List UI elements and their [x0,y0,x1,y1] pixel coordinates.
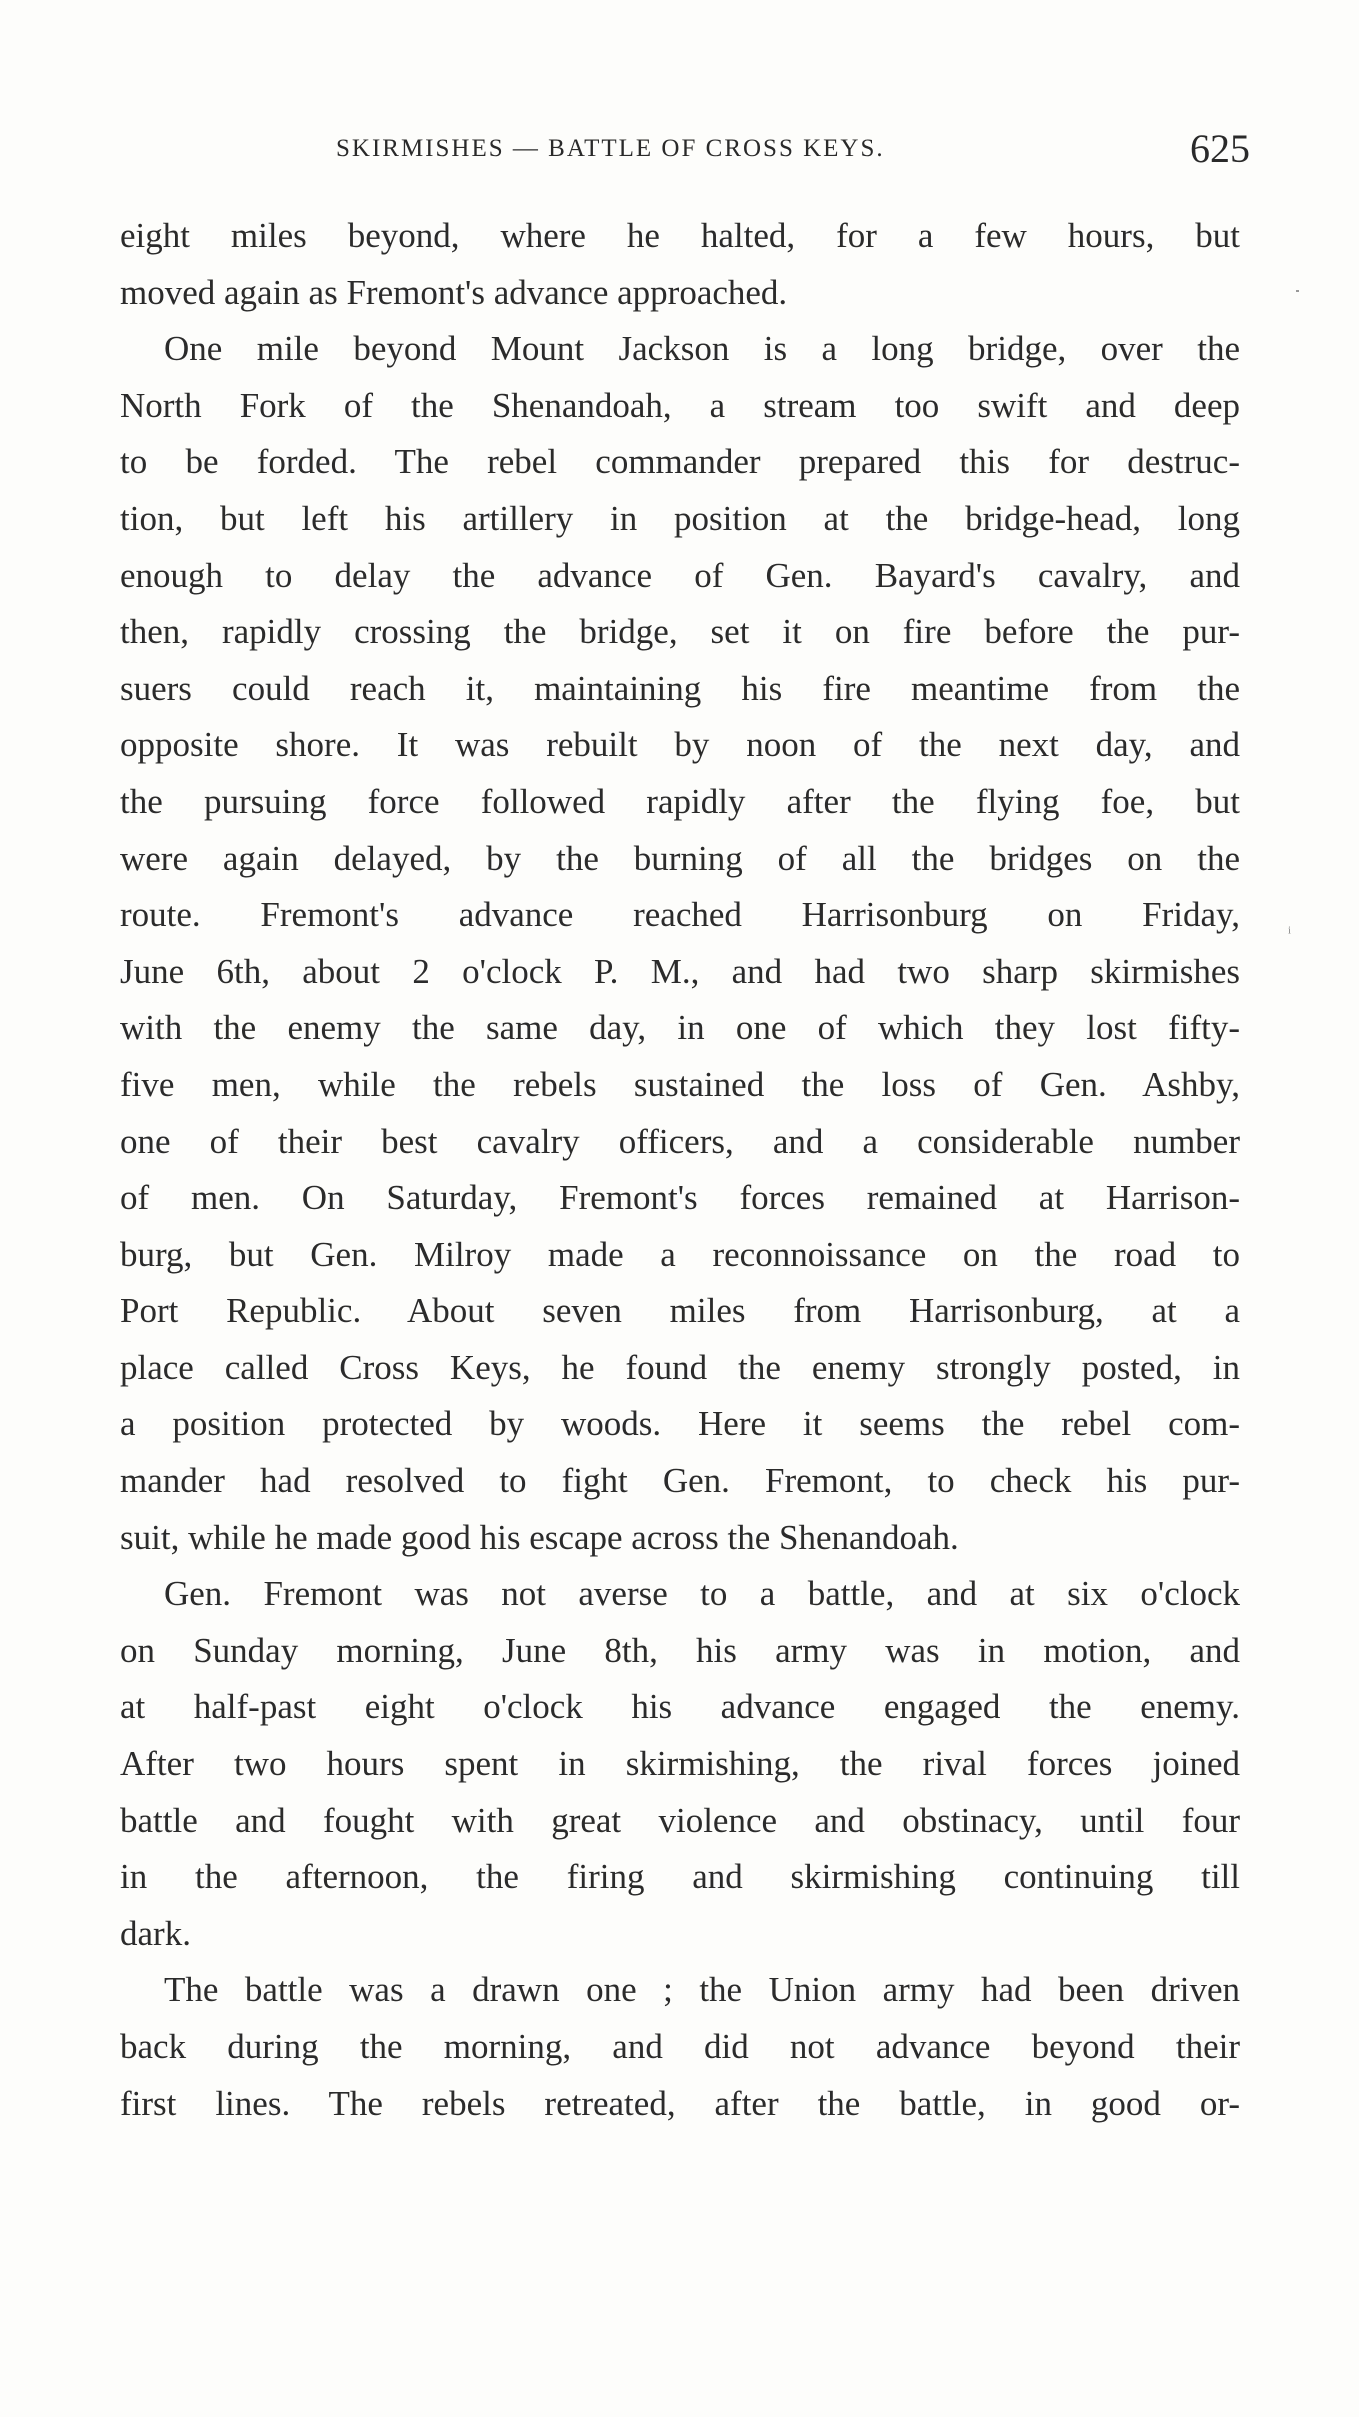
text-line: dark. [120,1913,191,1953]
text-line: a position protected by woods. Here it seems the rebel com- [120,1404,1240,1444]
running-title: SKIRMISHES — BATTLE OF CROSS KEYS. [336,135,885,162]
paragraph-1 [120,208,1240,321]
text-line: One mile beyond Mount Jackson is a long bridge, over the [164,329,1240,369]
text-line: route. Fremont's advance reached Harrisonburg on Friday, [120,895,1240,935]
paper-speck [1296,290,1299,292]
text-line: to be forded. The rebel commander prepared this for destruc- [120,442,1240,482]
text-line: of men. On Saturday, Fremont's forces remained at Harrison- [120,1178,1240,1218]
text-line: Gen. Fremont was not averse to a battle, and at six o'clock [164,1574,1240,1614]
text-line: at half-past eight o'clock his advance engaged the enemy. [120,1687,1240,1727]
page-number: 625 [1190,126,1250,171]
text-line: one of their best cavalry officers, and a considerable number [120,1121,1240,1161]
text-line: were again delayed, by the burning of all the bridges on the [120,838,1240,878]
text-line: Port Republic. About seven miles from Harrisonburg, at a [120,1291,1240,1331]
text-line: opposite shore. It was rebuilt by noon of the next day, and [120,725,1240,765]
text-line: burg, but Gen. Milroy made a reconnoissance on the road to [120,1234,1240,1274]
text-line: on Sunday morning, June 8th, his army was in motion, and [120,1630,1240,1670]
paragraph-3 [120,1566,1240,1962]
paragraph-4 [120,1962,1240,2132]
text-line: first lines. The rebels retreated, after the battle, in good or- [120,2083,1240,2123]
text-line: battle and fought with great violence and obstinacy, until four [120,1800,1240,1840]
running-head [120,125,1250,175]
text-line: five men, while the rebels sustained the loss of Gen. Ashby, [120,1064,1240,1104]
text-line: with the enemy the same day, in one of which they lost fifty- [120,1008,1240,1048]
text-line: mander had resolved to fight Gen. Fremont, to check his pur- [120,1461,1240,1501]
paragraph-2 [120,321,1240,1566]
text-line: suit, while he made good his escape across the Shenandoah. [120,1517,959,1557]
text-line: place called Cross Keys, he found the enemy strongly posted, in [120,1347,1240,1387]
text-line: in the afternoon, the firing and skirmishing continuing till [120,1857,1240,1897]
text-line: tion, but left his artillery in position at the bridge-head, long [120,498,1240,538]
text-line: North Fork of the Shenandoah, a stream too swift and deep [120,385,1240,425]
text-line: eight miles beyond, where he halted, for a few hours, but [120,216,1240,255]
text-line: suers could reach it, maintaining his fire meantime from the [120,668,1240,708]
text-line: The battle was a drawn one ; the Union army had been driven [164,1970,1240,2010]
margin-mark: ᵢ [1288,916,1291,936]
text-line: the pursuing force followed rapidly after the flying foe, but [120,781,1240,821]
text-line: After two hours spent in skirmishing, the rival forces joined [120,1744,1240,1784]
text-line: enough to delay the advance of Gen. Bayard's cavalry, and [120,555,1240,595]
body-text [120,208,1240,2132]
text-line: then, rapidly crossing the bridge, set it on fire before the pur- [120,612,1240,652]
text-line: June 6th, about 2 o'clock P. M., and had two sharp skirmishes [120,951,1240,991]
text-line: moved again as Fremont's advance approached. [120,272,788,312]
text-line: back during the morning, and did not advance beyond their [120,2027,1240,2066]
